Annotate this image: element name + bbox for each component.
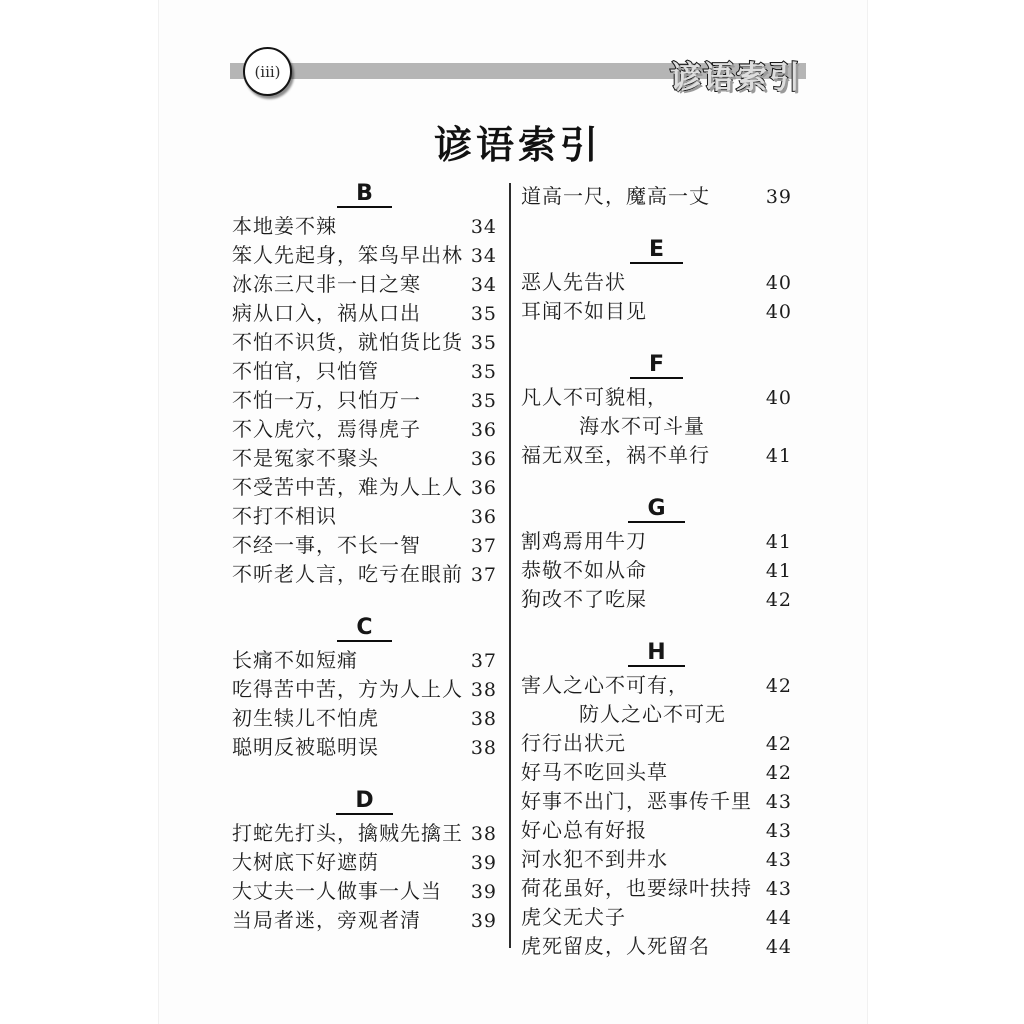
index-entry [521,932,792,961]
index-entry [521,441,792,470]
index-entry [232,819,497,848]
entry-page-number: 38 [470,708,497,730]
entry-page-number: 43 [765,878,792,900]
entry-text: 本地姜不辣 [232,214,337,238]
entry-page-number: 37 [470,564,497,586]
entry-page-number: 36 [470,419,497,441]
index-entry [232,560,497,589]
entry-text: 好事不出门，恶事传千里 [521,789,752,813]
entry-page-number: 35 [470,332,497,354]
entry-page-number: 44 [765,907,792,929]
entry-text: 冰冻三尺非一日之寒 [232,272,421,296]
section-letter: F [630,353,683,379]
entry-page-number: 39 [470,910,497,932]
index-column-right [521,182,792,961]
index-entry [232,473,497,502]
index-entry [232,848,497,877]
section-letter: G [628,497,684,523]
index-column-left [232,182,497,935]
section-header [232,789,497,815]
running-head: 谚语索引 [670,60,802,96]
entry-text: 好马不吃回头草 [521,760,668,784]
section-header [521,497,792,523]
index-entry [521,816,792,845]
entry-text: 当局者迷，旁观者清 [232,908,421,932]
index-entry [232,357,497,386]
entry-page-number: 38 [470,737,497,759]
index-entry [232,270,497,299]
entry-page-number: 39 [470,852,497,874]
entry-text: 道高一尺，魔高一丈 [521,184,710,208]
entry-page-number: 35 [470,303,497,325]
entry-text: 吃得苦中苦，方为人上人 [232,677,463,701]
entry-text: 不怕不识货，就怕货比货 [232,330,463,354]
index-entry [521,383,792,412]
entry-page-number: 36 [470,448,497,470]
entry-page-number: 35 [470,361,497,383]
page-number: (iii) [254,62,281,81]
page-number-badge [243,47,292,96]
entry-page-number: 42 [765,589,792,611]
section-letter: C [337,616,391,642]
entry-page-number: 42 [765,733,792,755]
entry-page-number: 39 [765,186,792,208]
section-header [521,641,792,667]
entry-text: 好心总有好报 [521,818,647,842]
entry-text: 不是冤家不聚头 [232,446,379,470]
section-header [232,616,497,642]
entry-text: 恶人先告状 [521,270,626,294]
entry-text: 不怕一万，只怕万一 [232,388,421,412]
index-entry [521,585,792,614]
index-entry [521,787,792,816]
entry-page-number: 42 [765,675,792,697]
index-entry [232,415,497,444]
section-header [521,353,792,379]
entry-page-number: 34 [470,245,497,267]
entry-text: 大树底下好遮荫 [232,850,379,874]
index-entry [232,241,497,270]
entry-text: 耳闻不如目见 [521,299,647,323]
entry-text: 河水犯不到井水 [521,847,668,871]
entry-page-number: 35 [470,390,497,412]
index-entry [232,704,497,733]
index-entry [232,502,497,531]
entry-page-number: 34 [470,274,497,296]
entry-page-number: 36 [470,477,497,499]
entry-page-number: 42 [765,762,792,784]
index-entry [232,733,497,762]
section-letter: H [628,641,684,667]
entry-page-number: 38 [470,823,497,845]
index-entry [521,671,792,700]
entry-page-number: 44 [765,936,792,958]
entry-text: 恭敬不如从命 [521,558,647,582]
entry-text: 打蛇先打头，擒贼先擒王 [232,821,463,845]
entry-text: 大丈夫一人做事一人当 [232,879,442,903]
entry-text: 不入虎穴，焉得虎子 [232,417,421,441]
entry-page-number: 43 [765,849,792,871]
index-entry [521,903,792,932]
entry-text: 行行出状元 [521,731,626,755]
index-entry [232,328,497,357]
entry-page-number: 39 [470,881,497,903]
page-title: 谚语索引 [433,123,602,167]
index-entry [232,212,497,241]
section-header [521,238,792,264]
entry-text: 福无双至，祸不单行 [521,443,710,467]
index-entry [232,877,497,906]
entry-text: 凡人不可貌相， [521,385,668,409]
entry-page-number: 41 [765,445,792,467]
entry-text: 病从口入，祸从口出 [232,301,421,325]
entry-text: 聪明反被聪明误 [232,735,379,759]
entry-text: 海水不可斗量 [579,414,705,438]
entry-text: 防人之心不可无 [579,702,726,726]
entry-page-number: 36 [470,506,497,528]
entry-page-number: 41 [765,560,792,582]
index-entry [521,556,792,585]
entry-text: 虎父无犬子 [521,905,626,929]
entry-page-number: 38 [470,679,497,701]
index-entry [232,299,497,328]
section-letter: E [630,238,683,264]
entry-text: 不受苦中苦，难为人上人 [232,475,463,499]
index-entry [521,729,792,758]
index-entry-continuation [521,412,792,441]
entry-text: 长痛不如短痛 [232,648,358,672]
entry-page-number: 40 [765,272,792,294]
entry-page-number: 34 [470,216,497,238]
index-entry [521,268,792,297]
entry-text: 不经一事，不长一智 [232,533,421,557]
index-entry [232,531,497,560]
entry-text: 不怕官，只怕管 [232,359,379,383]
entry-text: 虎死留皮，人死留名 [521,934,710,958]
index-entry [521,182,792,211]
entry-page-number: 40 [765,387,792,409]
entry-page-number: 37 [470,650,497,672]
index-entry [521,845,792,874]
section-letter: B [337,182,392,208]
index-entry [232,386,497,415]
index-entry [521,297,792,326]
column-divider [509,183,511,948]
entry-text: 狗改不了吃屎 [521,587,647,611]
section-letter: D [336,789,392,815]
index-entry [521,874,792,903]
entry-page-number: 43 [765,791,792,813]
section-header [232,182,497,208]
entry-text: 笨人先起身，笨鸟早出林 [232,243,463,267]
entry-page-number: 37 [470,535,497,557]
entry-text: 初生犊儿不怕虎 [232,706,379,730]
index-entry [521,758,792,787]
index-entry-continuation [521,700,792,729]
index-entry [232,675,497,704]
entry-page-number: 40 [765,301,792,323]
index-entry [232,444,497,473]
index-entry [232,646,497,675]
index-entry [521,527,792,556]
entry-text: 不听老人言，吃亏在眼前 [232,562,463,586]
entry-page-number: 41 [765,531,792,553]
entry-text: 割鸡焉用牛刀 [521,529,647,553]
entry-text: 荷花虽好，也要绿叶扶持 [521,876,752,900]
entry-page-number: 43 [765,820,792,842]
entry-text: 不打不相识 [232,504,337,528]
entry-text: 害人之心不可有， [521,673,689,697]
index-entry [232,906,497,935]
